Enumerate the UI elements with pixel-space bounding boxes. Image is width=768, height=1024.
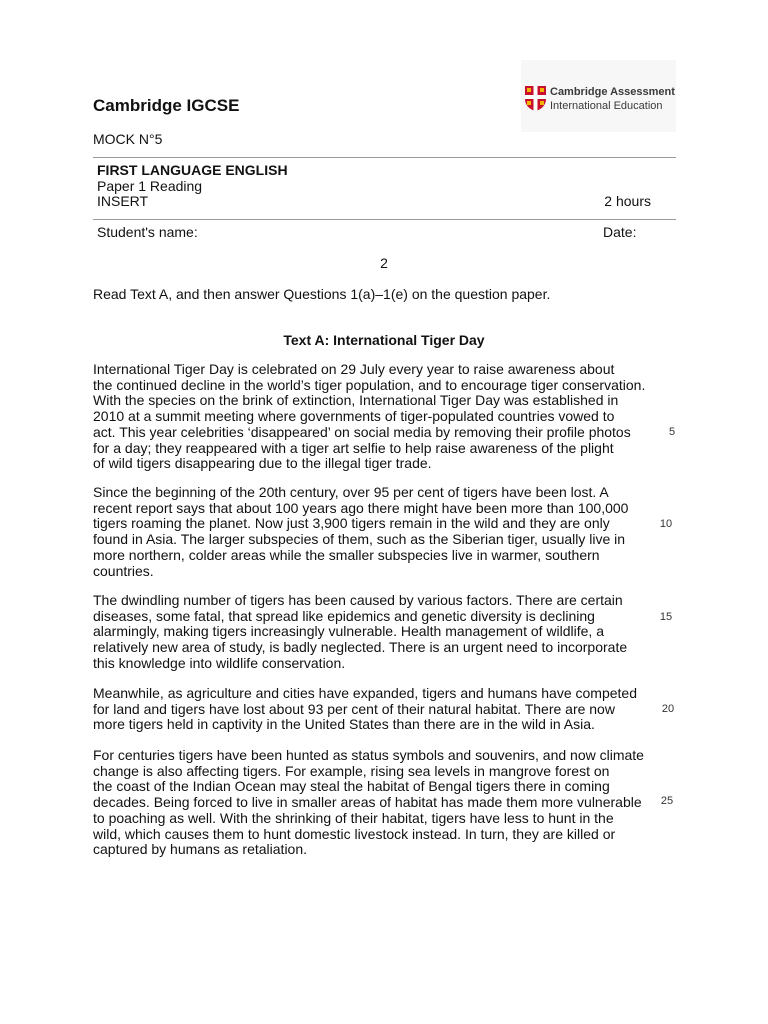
logo-line-1: Cambridge Assessment	[550, 86, 675, 98]
paragraph-3	[93, 593, 663, 672]
text-line: to poaching as well. With the shrinking of their habitat, tigers have less to hunt in the	[93, 809, 614, 826]
divider-middle	[93, 219, 676, 220]
mock-label: MOCK N°5	[93, 131, 163, 147]
text-line: alarmingly, making tigers increasingly vulnerable. Health management of wildlife, a	[93, 623, 604, 640]
logo-line-2: International Education	[550, 100, 663, 112]
paragraph-4	[93, 686, 663, 733]
text-line: wild, which causes them to hunt domestic livestock instead. In turn, they are killed or	[93, 825, 616, 842]
text-line: With the species on the brink of extinction, International Tiger Day was established in	[93, 392, 619, 409]
paragraph-2	[93, 485, 663, 579]
divider-top	[93, 157, 676, 158]
line-number: 25	[660, 795, 674, 807]
line-number: 15	[659, 611, 673, 623]
text-line: more northern, colder areas while the smaller subspecies live in warmer, southern	[93, 546, 600, 563]
insert-label: INSERT	[97, 193, 149, 209]
text-line: more tigers held in captivity in the United States than there are in the wild in Asia.	[93, 716, 595, 733]
cambridge-logo	[521, 60, 676, 132]
text-line: the coast of the Indian Ocean may steal the habitat of Bengal tigers there in coming	[93, 778, 610, 795]
text-line: recent report says that about 100 years ago there might have been more than 100,000	[93, 499, 629, 516]
line-number: 10	[659, 518, 673, 530]
text-line: this knowledge into wildlife conservation.	[93, 654, 346, 671]
text-line: The dwindling number of tigers has been caused by various factors. There are certain	[93, 592, 623, 608]
text-line: Meanwhile, as agriculture and cities have expanded, tigers and humans have competed	[93, 685, 637, 701]
page-title: Cambridge IGCSE	[93, 96, 240, 115]
duration-label: 2 hours	[604, 193, 651, 209]
text-line: act. This year celebrities ‘disappeared’ on social media by removing their profile photos	[93, 423, 631, 440]
text-line: tigers roaming the planet. Now just 3,900 tigers remain in the wild and they are only	[93, 515, 610, 532]
text-line: decades. Being forced to live in smaller areas of habitat has made them more vulnerable	[93, 794, 642, 811]
text-line: For centuries tigers have been hunted as status symbols and souvenirs, and now climate	[93, 747, 644, 763]
paragraph-1	[93, 362, 663, 472]
line-number: 5	[668, 426, 676, 438]
text-line: captured by humans as retaliation.	[93, 841, 308, 858]
text-line: of wild tigers disappearing due to the illegal tiger trade.	[93, 455, 432, 472]
line-number: 20	[661, 703, 675, 715]
instruction-text: Read Text A, and then answer Questions 1(a)–1(e) on the question paper.	[93, 286, 551, 302]
cambridge-shield-icon	[525, 86, 546, 111]
text-line: the continued decline in the world’s tiger population, and to encourage tiger conservation.	[93, 376, 646, 393]
text-line: International Tiger Day is celebrated on 29 July every year to raise awareness about	[93, 361, 615, 377]
subject-title: FIRST LANGUAGE ENGLISH	[97, 162, 288, 178]
text-line: for land and tigers have lost about 93 per cent of their natural habitat. There are now	[93, 700, 615, 717]
text-line: for a day; they reappeared with a tiger art selfie to help raise awareness of the plight	[93, 439, 614, 456]
date-label: Date:	[603, 224, 637, 240]
text-line: found in Asia. The larger subspecies of them, such as the Siberian tiger, usually live in	[93, 531, 626, 548]
paragraph-5	[93, 748, 663, 858]
page-number: 2	[380, 255, 388, 271]
text-line: relatively new area of study, is badly neglected. There is an urgent need to incorporate	[93, 639, 628, 656]
student-name-label: Student's name:	[97, 224, 198, 240]
paper-label: Paper 1 Reading	[97, 178, 203, 194]
text-line: 2010 at a summit meeting where governments of tiger-populated countries vowed to	[93, 408, 615, 425]
text-a-title: Text A: International Tiger Day	[283, 332, 485, 348]
text-line: diseases, some fatal, that spread like epidemics and genetic diversity is declining	[93, 607, 595, 624]
text-line: Since the beginning of the 20th century, over 95 per cent of tigers have been lost. A	[93, 484, 609, 500]
text-line: countries.	[93, 562, 154, 579]
text-line: change is also affecting tigers. For example, rising sea levels in mangrove forest on	[93, 762, 610, 779]
